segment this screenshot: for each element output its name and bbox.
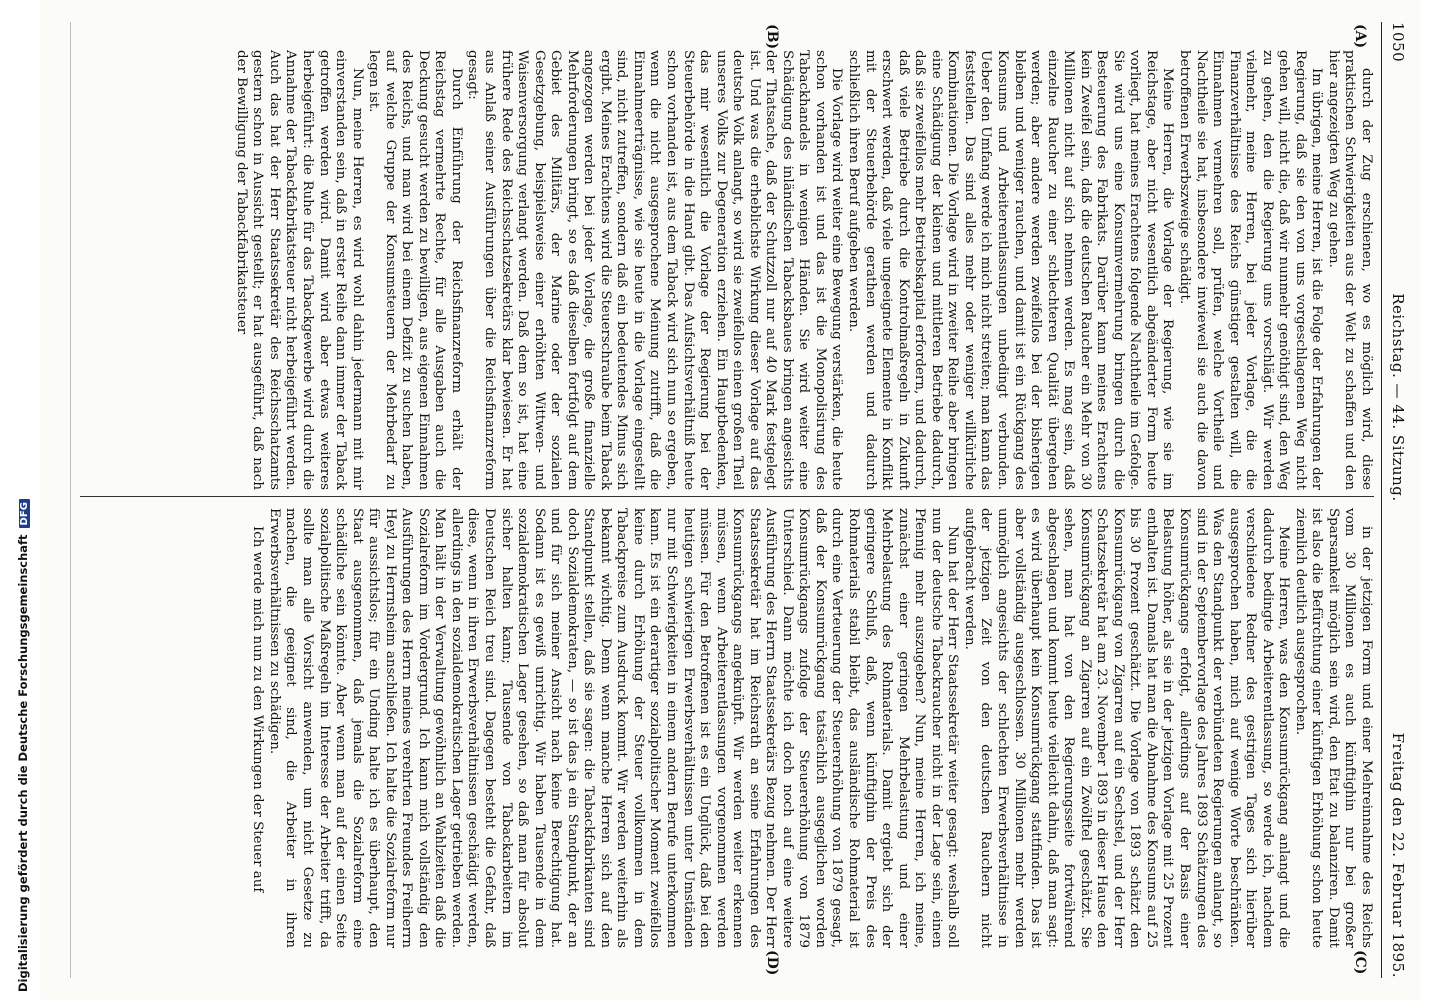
paragraph: Ich werde mich nun zu den Wirkungen der Steuer auf bbox=[250, 526, 266, 893]
digitization-credit-text: Digitalisierung gefördert durch die Deutsche Forschungsgemeinschaft bbox=[16, 534, 30, 992]
margin-marker-c: (C) bbox=[1352, 950, 1368, 975]
paragraph: Die Vorlage wird weiter eine Bewegung verstärken, die heute schon vorhanden ist und das ist die Monopolisirung des Tabackhandels in wenigen Händen. Sie wird weiter eine Schädigung des inländischen Tabacksbaues bringen angesichts der Thatsache, daß der Schutzzoll nur auf 40 Mark festgelegt ist. Und was die erheblichste Wirkung dieser Vorlage auf das deutsche Volk anlangt, so wird sie zweifellos einen großen Theil unseres Volks zur Degeneration erziehen. Ein Hauptbedenken, das mir wesentlich die Vorlage der Regierung bei der Steuerbehörde in die Hand gibt. Das Aufsichtsverhältniß heute schon vorhanden ist, aus dem Taback wird sich nun so ergeben, wenn die nicht ausgesprochene Meinung zutrifft, daß die Einnahmeerträgnisse, wie sie heute in die Vorlage eingestellt sind, nicht zutreffen, sondern daß ein bedeutendes Minus sich ergibt. Meines Erachtens wird die Steuerschraube beim Taback angezogen werden bei jeder Vorlage, die große finanzielle Mehrforderungen bringt, so es daß dieselben fortfolgt auf dem Gebiet des Militärs, der Marine oder der sozialen Gesetzgebung, beispielsweise einer erhöhten Wittwen- und Waisenversorgung verlangt werden. Daß dem so ist, hat eine frühere Rede des Reichsschatzsekretärs klar bewiesen. Er hat aus Anlaß seiner Ausführungen über die Reichsfinanzreform gesagt: bbox=[465, 50, 845, 490]
paragraph: Meine Herren, was den Konsumrückgang anlangt und die dadurch bedingte Arbeiterentlassung, so werde ich, nachdem verschiedene Redner des gestrigen Tages sich hierüber ausgesprochen haben, mich auf wenige Worte beschränken. Was den Standpunkt der verbündeten Regierungen anlangt, so sind in der Septembervorlage des Jahres 1893 Schätzungen des Konsumrückgangs erfolgt, allerdings auf der Basis einer Belastung höher, als sie in der jetzigen Vorlage mit 25 Prozent enthalten ist. Damals hat man die Abnahme des Konsums auf 25 bis 30 Prozent geschätzt. Die Vorlage von 1893 schätzt den Konsumrückgang von Zigarren auf ein Sechstel, und der Herr Schatzsekretär hat am 23. November 1893 in dieser Hause den Konsumrückgang an Zigarren auf ein Zwölftel geschätzt. Sie sehen, man hat von den Regierungsseite fortwährend abgeschlagen und kommt heute vielleicht dahin, daß man sagt: es wird überhaupt kein Konsumrückgang stattfinden. Das ist aber vollständig ausgeschlossen. 30 Millionen mehr werden unmöglich angesichts der schlechten Erwerbsverhältnisse in der jetzigen Zeit von den deutschen Rauchern nicht aufgebracht werden. bbox=[961, 508, 1292, 948]
margin-marker-d: (D) bbox=[764, 950, 780, 976]
margin-marker-a: (A) bbox=[1352, 24, 1368, 49]
margin-marker-b: (B) bbox=[764, 24, 780, 50]
page-bottom-edge bbox=[70, 22, 71, 978]
digitization-credit bbox=[16, 499, 30, 992]
header-rule bbox=[1381, 22, 1382, 978]
column-divider bbox=[80, 496, 1374, 497]
paragraph: in der jetzigen Form und einer Mehreinnahme des Reichs vom 30 Millionen es auch künftighin nur bei großer Sparsamkeit möglich sein wird, den Etat zu balanziren. Damit ist also die Befürchtung einer künftigen Erhöhung schon heute ziemlich deutlich ausgesprochen. bbox=[1292, 508, 1374, 948]
document-page bbox=[40, 0, 1420, 1000]
page-header bbox=[1386, 22, 1410, 978]
page-number: 1050 bbox=[1389, 22, 1407, 63]
paragraph: Nun hat der Herr Staatssekretär weiter gesagt: weshalb soll nun der deutsche Tabackraucher nicht in der Lage sein, einen Pfennig mehr auszugeben? Nun, meine Herren, ich meine, zunächst einer geringen Mehrbelastung und einer Mehrbelastung des Rohmaterials. Damit ergiebt sich der geringere Schluß, daß, wenn künftighin der Preis des Rohmaterials stabil bleibt, das ausländische Rohmaterial ist durch eine Verteuerung der Steuererhöhung von 1879 gesagt, daß der Konsumrückgang tatsächlich ausgeglichen worden Konsumrückgangs zufolge der Steuererhöhung von 1879 Unterschied. Dann möchte ich doch noch auf eine weitere Ausführung des Herrn Staatssekretärs Bezug nehmen. Der Herr Staatssekretär hat im Reichsrath an seine Erfahrungen des Konsumrückgangs angeknüpft. Wir werden weiter erkennen müssen, wenn Arbeiterentlassungen vorgenommen werden müssen. Für den Betroffenen ist es ein Unglück, daß bei den heutigen schwierigen Erwerbsverhältnissen unter Umständen nur mit Schwierigkeiten in einem andern Berufe unterkommen kann. Es ist ein derartiger sozialpolitischer Moment zweifellos keine durch Erhöhung der Steuer vollkommen in dem Tabackpreise zum Ausdruck kommt. Wir werden weiterhin als bekannt wichtig. Denn wenn manche Herren sich auf den Standpunkt stellen, daß sie sagen: die Tabackfabrikanten sind doch Sozialdemokraten, — so ist das ja ein Standpunkt, der an und für sich meiner Ansicht nach keine Berechtigung hat. Sodann ist es gewiß unrichtig. Wir haben Tausende in dem sozialdemokratischen Lager gesehen, so daß man für absolut sicher halten kann; Tausende von Tabackarbeitern im Deutschen Reich treu sind. Dagegen besteht die Gefahr, daß diese, wenn in ihren Erwerbsverhältnissen geschädigt werden, allerdings in den sozialdemokratischen Lager getrieben werden. Man hält in der Verwaltung gewöhnlich an Wahlzeiten daß die Sozialreform im Vordergrund. Ich kann mich vollständig den Ausführungen des Herrn meines verehrten Freundes Freiherrn Heyl zu Herrnsheim anschließen. Ich halte die Sozialreform nur für aussichtslos; für ein Unding halte ich es überhaupt, den Staat ausgenommen, daß jemals die Sozialreform eine schädliche sein könnte. Aber wenn man auf der einen Seite sozialpolitische Maßregeln im Interesse der Arbeiter trifft, da sollte man alle Vorsicht anwenden, um nicht Gesetze zu machen, die geeignet sind, die Arbeiter in ihren Erwerbsverhältnissen zu schädigen. bbox=[266, 508, 961, 948]
scanned-page bbox=[40, 0, 1420, 1000]
paragraph: durch der Zug erschienen, wo es möglich wird, diese praktischen Schwierigkeiten aus der Welt zu schaffen und den hier angezeigten Weg zu gehen. bbox=[1325, 50, 1374, 490]
quoted-paragraph: Durch Einführung der Reichsfinanzreform erhält der Reichstag vermehrte Rechte, für alle Ausgaben auch die Deckung gesucht werden zu bewilligen, aus eigenen Einnahmen des Reichs, und man wird bei einem Defizit zu suchen haben, auf welche Gruppe der Konsumsteuern der Mehrbedarf zu legen ist. bbox=[366, 50, 464, 490]
session-date: Freitag den 22. Februar 1895. bbox=[1389, 732, 1407, 978]
right-text-column bbox=[80, 508, 1374, 948]
dfg-logo: DFG bbox=[19, 499, 30, 528]
paragraph: Meine Herren, die Vorlage der Regierung, wie sie im Reichstage, aber nicht wesentlich abgeänderter Form heute vorliegt, hat meines Erachtens folgende Nachtheile im Gefolge. Sie wird uns eine Konsumvermehrung bringen durch die Besteuerung des Fabrikats. Darüber kann meines Erachtens kein Zweifel sein, daß die deutschen Raucher ein Mehr von 30 Millionen nicht auf sich nehmen werden. Es mag sein, daß einzelne Raucher zu einer schlechteren Qualität übergehen werden; aber andere werden zweifellos bei der bisherigen bleiben und weniger rauchen, und damit ist ein Rückgang des Konsums und Arbeiterentlassungen unbedingt verbunden. Ueber den Umfang werde ich mich nicht streiten; man kann das feststellen. Das sind alles mehr oder weniger willkürliche Kombinationen. Die Vorlage wird in zweiter Reihe aber bringen eine Schädigung der kleinen und mittleren Betriebe dadurch, daß sie zweifellos mehr Betriebskapital erfordern, und dadurch, daß viele Betriebe durch die Kontrolmaßregeln in Zukunft erschwert werden, daß viele ungeeignete Elemente in Konflikt mit der Steuerbehörde gerathen werden und dadurch schließlich ihren Beruf aufgeben werden. bbox=[846, 50, 1176, 490]
paragraph: Im übrigen, meine Herren, ist die Folge der Erfahrungen der Regierung, daß sie den von uns vorgeschlagenen Weg nicht gehen will, nicht die, daß wir nunmehr genöthigt sind, den Weg zu gehen, den die Regierung uns vorschlägt. Wir werden vielmehr, meine Herren, bei jeder Vorlage, die die Finanzverhältnisse des Reichs günstiger gestalten will, die Einnahmen vermehren soll, prüfen, welche Vortheile und Nachtheile sie hat, insbesondere inwieweil sie auch die davon betroffenen Erwerbszweige schädigt. bbox=[1176, 50, 1325, 490]
running-title: Reichstag. — 44. Sitzung. bbox=[1389, 293, 1407, 502]
paragraph: Nun, meine Herren, es wird wohl dahin jedermann mit mir einverstanden sein, daß in erster Reihe dann immer der Taback getroffen werden wird. Damit wird aber etwas weiteres herbeigeführt: die Ruhe für das Tabackgewerbe wird durch die Annahme der Tabackfabrikatsteuer nicht herbeigeführt werden. Auch das hat der Herr Staatssekretär des Reichsschatzamts gestern schon in Aussicht gestellt; er hat ausgeführt, daß nach der Bewilligung der Tabackfabrikatsteuer bbox=[233, 50, 365, 490]
left-text-column bbox=[80, 50, 1374, 490]
digitization-credit-margin bbox=[0, 0, 40, 1000]
